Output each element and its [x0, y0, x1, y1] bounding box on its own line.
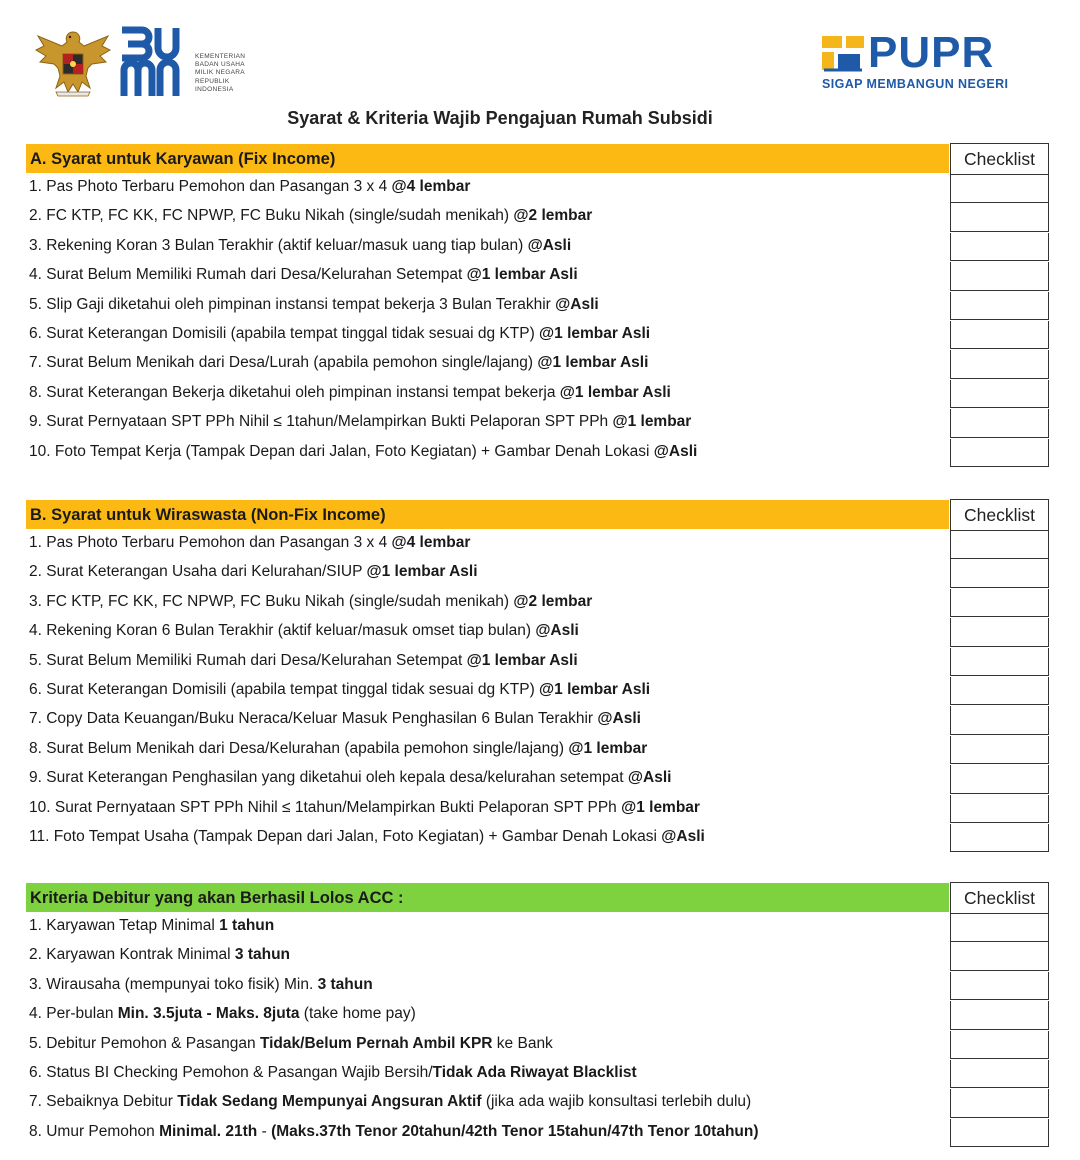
document-title: Syarat & Kriteria Wajib Pengajuan Rumah Subsidi: [287, 108, 713, 128]
item-text-bold: @1 lembar: [568, 739, 648, 757]
criteria-list: [26, 913, 1050, 1148]
item-text-part: 2. FC KTP, FC KK, FC NPWP, FC Buku Nikah (single/sudah menikah): [29, 207, 514, 225]
item-text-part: 7. Sebaiknya Debitur: [29, 1093, 178, 1111]
item-text: [29, 413, 691, 431]
list-item: [26, 618, 1050, 647]
item-text-part: 10. Surat Pernyataan SPT PPh Nihil ≤ 1tahun/Melampirkan Bukti Pelaporan SPT PPh: [29, 798, 622, 816]
item-text-bold: @2 lembar: [513, 592, 593, 610]
section-header: [26, 143, 1050, 174]
bumn-ministry-text: KEMENTERIAN BADAN USAHA MILIK NEGARA REPUBLIK INDONESIA: [195, 53, 246, 93]
item-text: [29, 946, 290, 964]
item-text-part: 2. Surat Keterangan Usaha dari Kelurahan/SIUP: [29, 563, 367, 581]
checklist-checkbox[interactable]: [950, 292, 1049, 320]
checklist-checkbox[interactable]: [950, 972, 1049, 1000]
item-text-bold: (Maks.37th Tenor 20tahun/42th Tenor 15tahun/47th Tenor 10tahun): [271, 1122, 759, 1140]
list-item: [26, 1089, 1050, 1118]
list-item: [26, 203, 1050, 232]
checklist-checkbox[interactable]: [950, 559, 1049, 587]
list-item: [26, 706, 1050, 735]
checklist-checkbox[interactable]: [950, 350, 1049, 378]
item-text: [29, 799, 700, 817]
section-title: A. Syarat untuk Karyawan (Fix Income): [30, 150, 336, 168]
checklist-checkbox[interactable]: [950, 795, 1049, 823]
item-text-part: (jika ada wajib konsultasi terlebih dulu): [481, 1093, 752, 1111]
checklist-checkbox[interactable]: [950, 409, 1049, 437]
item-text: [29, 384, 671, 402]
item-text: [29, 769, 671, 787]
item-text-bold: @1 lembar: [612, 413, 692, 431]
item-text: [29, 1123, 759, 1141]
checklist-checkbox[interactable]: [950, 380, 1049, 408]
list-item: [26, 292, 1050, 321]
item-text-part: ke Bank: [492, 1034, 553, 1052]
item-text-part: (take home pay): [299, 1005, 416, 1023]
list-item: [26, 174, 1050, 203]
list-item: [26, 350, 1050, 379]
item-text: [29, 828, 705, 846]
list-item: [26, 795, 1050, 824]
item-text: [29, 681, 650, 699]
item-text: [29, 534, 470, 552]
item-text-bold: @1 lembar Asli: [537, 354, 649, 372]
list-item: [26, 262, 1050, 291]
section-header: [26, 499, 1050, 530]
checklist-header: Checklist: [950, 143, 1049, 175]
list-item: [26, 1001, 1050, 1030]
item-text-part: 9. Surat Pernyataan SPT PPh Nihil ≤ 1tahun/Melampirkan Bukti Pelaporan SPT PPh: [29, 413, 613, 431]
item-text-bold: @Asli: [555, 295, 599, 313]
item-text-part: 4. Rekening Koran 6 Bulan Terakhir (aktif keluar/masuk omset tiap bulan): [29, 622, 536, 640]
item-text: [29, 443, 697, 461]
item-text: [29, 266, 578, 284]
checklist-checkbox[interactable]: [950, 321, 1049, 349]
item-text-part: 9. Surat Keterangan Penghasilan yang diketahui oleh kepala desa/kelurahan setempat: [29, 769, 628, 787]
checklist-checkbox[interactable]: [950, 736, 1049, 764]
item-text: [29, 710, 641, 728]
checklist-header: Checklist: [950, 882, 1049, 914]
requirement-list: [26, 530, 1050, 853]
checklist-checkbox[interactable]: [950, 1119, 1049, 1147]
item-text-bold: @1 lembar Asli: [539, 680, 651, 698]
checklist-checkbox[interactable]: [950, 530, 1049, 559]
section-header: [26, 882, 1050, 913]
item-text-bold: Tidak Sedang Mempunyai Angsuran Aktif: [177, 1093, 482, 1111]
checklist-checkbox[interactable]: [950, 174, 1049, 203]
item-text-part: 10. Foto Tempat Kerja (Tampak Depan dari Jalan, Foto Kegiatan) + Gambar Denah Lokasi: [29, 442, 654, 460]
item-text-part: 8. Surat Keterangan Bekerja diketahui oleh pimpinan instansi tempat bekerja: [29, 383, 560, 401]
item-text: [29, 354, 648, 372]
item-text-part: 3. Rekening Koran 3 Bulan Terakhir (aktif keluar/masuk uang tiap bulan): [29, 236, 528, 254]
list-item: [26, 589, 1050, 618]
checklist-checkbox[interactable]: [950, 439, 1049, 467]
item-text: [29, 1064, 637, 1082]
list-item: [26, 439, 1050, 468]
item-text-part: 6. Surat Keterangan Domisili (apabila tempat tinggal tidak sesuai dg KTP): [29, 680, 540, 698]
item-text-bold: @Asli: [627, 769, 672, 787]
list-item: [26, 559, 1050, 588]
checklist-checkbox[interactable]: [950, 648, 1049, 676]
item-text-part: 6. Surat Keterangan Domisili (apabila tempat tinggal tidak sesuai dg KTP): [29, 324, 540, 342]
checklist-header: Checklist: [950, 499, 1049, 531]
item-text-part: 1. Pas Photo Terbaru Pemohon dan Pasangan 3 x 4: [29, 178, 392, 195]
list-item: [26, 1119, 1050, 1148]
list-item: [26, 972, 1050, 1001]
item-text-part: 11. Foto Tempat Usaha (Tampak Depan dari Jalan, Foto Kegiatan) + Gambar Denah Lokasi: [29, 827, 662, 845]
checklist-checkbox[interactable]: [950, 1060, 1049, 1088]
item-text: [29, 1035, 553, 1053]
checklist-checkbox[interactable]: [950, 677, 1049, 705]
checklist-checkbox[interactable]: [950, 765, 1049, 793]
item-text: [29, 237, 571, 255]
pupr-tagline: SIGAP MEMBANGUN NEGERI: [822, 77, 1009, 91]
item-text-part: 3. Wirausaha (mempunyai toko fisik) Min.: [29, 975, 318, 993]
item-text-bold: @1 lembar Asli: [466, 651, 578, 669]
item-text: [29, 178, 470, 196]
item-text-bold: @Asli: [653, 442, 698, 460]
item-text-bold: @1 lembar Asli: [366, 563, 478, 581]
item-text-part: 1. Pas Photo Terbaru Pemohon dan Pasangan 3 x 4: [29, 534, 392, 551]
item-text-part: 2. Karyawan Kontrak Minimal: [29, 946, 235, 964]
item-text-bold: @Asli: [597, 710, 641, 728]
item-text-part: 1. Karyawan Tetap Minimal: [29, 917, 220, 934]
item-text: [29, 740, 647, 758]
list-item: [26, 736, 1050, 765]
bumn-logo-icon: [120, 24, 184, 98]
item-text-part: 5. Surat Belum Memiliki Rumah dari Desa/Kelurahan Setempat: [29, 651, 467, 669]
item-text-part: 4. Surat Belum Memiliki Rumah dari Desa/Kelurahan Setempat: [29, 266, 467, 284]
item-text: [29, 593, 592, 611]
item-text-part: 8. Surat Belum Menikah dari Desa/Kelurahan (apabila pemohon single/lajang): [29, 739, 569, 757]
item-text-bold: @1 lembar Asli: [539, 324, 651, 342]
checklist-checkbox[interactable]: [950, 942, 1049, 970]
section-wiraswasta: [26, 499, 1050, 853]
item-text-bold: Tidak/Belum Pernah Ambil KPR: [259, 1034, 493, 1052]
checklist-checkbox[interactable]: [950, 233, 1049, 261]
item-text-bold: Min. 3.5juta - Maks. 8juta: [117, 1005, 300, 1023]
section-kriteria-debitur: [26, 882, 1050, 1148]
list-item: [26, 530, 1050, 559]
item-text-bold: Minimal. 21th: [159, 1122, 258, 1140]
item-text-bold: @Asli: [527, 236, 572, 254]
item-text-bold: @2 lembar: [513, 207, 593, 225]
item-text-bold: Tidak Ada Riwayat Blacklist: [432, 1063, 637, 1081]
list-item: [26, 913, 1050, 942]
item-text-bold: @Asli: [661, 827, 705, 845]
section-karyawan: [26, 143, 1050, 468]
list-item: [26, 765, 1050, 794]
item-text: [29, 325, 650, 343]
checklist-checkbox[interactable]: [950, 706, 1049, 734]
item-text-bold: @4 lembar: [391, 534, 471, 551]
pupr-wordmark: PUPR: [868, 28, 995, 77]
item-text-part: 5. Slip Gaji diketahui oleh pimpinan instansi tempat bekerja 3 Bulan Terakhir: [29, 295, 556, 313]
item-text-part: 3. FC KTP, FC KK, FC NPWP, FC Buku Nikah (single/sudah menikah): [29, 592, 514, 610]
item-text: [29, 622, 579, 640]
checklist-checkbox[interactable]: [950, 1089, 1049, 1117]
pupr-emblem-icon: [822, 34, 868, 72]
item-text-bold: 3 tahun: [234, 946, 291, 964]
item-text-part: 4. Per-bulan: [29, 1005, 118, 1023]
item-text: [29, 917, 274, 935]
section-title: Kriteria Debitur yang akan Berhasil Lolos ACC :: [30, 889, 404, 907]
list-item: [26, 380, 1050, 409]
garuda-pancasila-icon: [34, 22, 112, 100]
list-item: [26, 942, 1050, 971]
item-text: [29, 652, 578, 670]
checklist-checkbox[interactable]: [950, 203, 1049, 231]
pupr-logo: [822, 28, 1032, 77]
item-text-part: 6. Status BI Checking Pemohon & Pasangan Wajib Bersih/: [29, 1063, 433, 1081]
document-header: [0, 0, 1080, 142]
item-text-bold: @1 lembar Asli: [466, 266, 578, 284]
checklist-checkbox[interactable]: [950, 262, 1049, 290]
item-text-part: -: [257, 1122, 272, 1140]
list-item: [26, 1060, 1050, 1089]
list-item: [26, 677, 1050, 706]
list-item: [26, 1031, 1050, 1060]
item-text-part: 7. Copy Data Keuangan/Buku Neraca/Keluar Masuk Penghasilan 6 Bulan Terakhir: [29, 710, 598, 728]
item-text-bold: @1 lembar Asli: [559, 383, 671, 401]
section-title: B. Syarat untuk Wiraswasta (Non-Fix Income): [30, 506, 386, 524]
item-text-bold: @Asli: [535, 622, 579, 640]
item-text-part: 7. Surat Belum Menikah dari Desa/Lurah (apabila pemohon single/lajang): [29, 354, 538, 372]
checklist-checkbox[interactable]: [950, 589, 1049, 617]
item-text-bold: 3 tahun: [317, 975, 373, 993]
checklist-checkbox[interactable]: [950, 1031, 1049, 1059]
list-item: [26, 409, 1050, 438]
list-item: [26, 233, 1050, 262]
item-text: [29, 1005, 416, 1023]
list-item: [26, 824, 1050, 853]
item-text: [29, 1093, 751, 1111]
checklist-checkbox[interactable]: [950, 913, 1049, 942]
item-text: [29, 976, 373, 994]
checklist-checkbox[interactable]: [950, 1001, 1049, 1029]
checklist-checkbox[interactable]: [950, 618, 1049, 646]
list-item: [26, 648, 1050, 677]
list-item: [26, 321, 1050, 350]
checklist-checkbox[interactable]: [950, 824, 1049, 852]
item-text-part: 5. Debitur Pemohon & Pasangan: [29, 1034, 260, 1052]
item-text: [29, 207, 592, 225]
item-text-bold: @1 lembar: [621, 798, 700, 816]
item-text-part: 8. Umur Pemohon: [29, 1122, 160, 1140]
item-text-bold: @4 lembar: [391, 178, 471, 195]
item-text: [29, 563, 478, 581]
item-text-bold: 1 tahun: [219, 917, 275, 934]
item-text: [29, 296, 599, 314]
requirement-list: [26, 174, 1050, 468]
